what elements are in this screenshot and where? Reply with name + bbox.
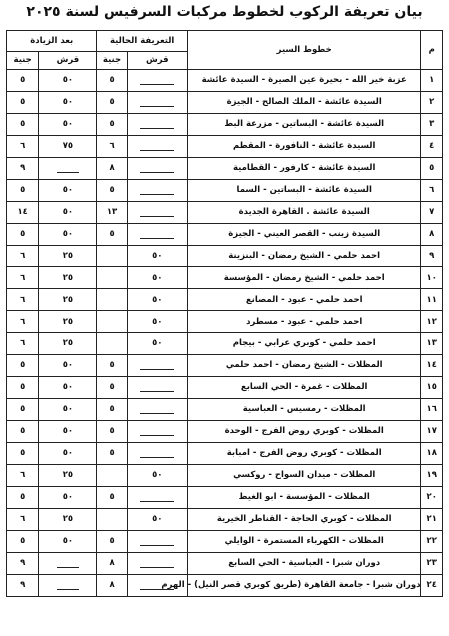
table-row	[7, 574, 443, 596]
row-number: ٦	[421, 179, 443, 201]
current-pound: ٥	[97, 223, 127, 245]
row-number: ١٢	[421, 311, 443, 333]
current-pound	[97, 245, 127, 267]
after-pound: ٦	[7, 311, 39, 333]
empty-dash	[140, 119, 174, 129]
route-name: عزبة خير الله - بحيرة عين الصيرة - السيدة عائشة	[187, 70, 421, 92]
after-piaster: ٥٠	[39, 91, 97, 113]
header-current-pound: جنية	[97, 52, 127, 70]
current-pound	[97, 311, 127, 333]
current-pound: ٦	[97, 135, 127, 157]
fare-table-body	[7, 70, 443, 597]
table-row	[7, 135, 443, 157]
row-number: ٣	[421, 113, 443, 135]
current-piaster	[127, 377, 187, 399]
after-piaster: ٥٠	[39, 113, 97, 135]
route-name: السيدة عائشة . القاهرة الجديدة	[187, 201, 421, 223]
table-row	[7, 377, 443, 399]
row-number: ١٧	[421, 421, 443, 443]
after-pound: ٩	[7, 157, 39, 179]
after-piaster: ٥٠	[39, 201, 97, 223]
after-pound: ٩	[7, 552, 39, 574]
current-pound: ٨	[97, 552, 127, 574]
table-row	[7, 311, 443, 333]
current-piaster	[127, 179, 187, 201]
after-piaster: ٢٥	[39, 464, 97, 486]
row-number: ١٤	[421, 355, 443, 377]
empty-dash	[140, 427, 174, 437]
current-piaster	[127, 135, 187, 157]
empty-dash	[140, 405, 174, 415]
after-pound: ٥	[7, 113, 39, 135]
table-row	[7, 530, 443, 552]
current-pound: ٥	[97, 377, 127, 399]
empty-dash	[140, 207, 174, 217]
empty-dash	[140, 558, 174, 568]
after-pound: ٥	[7, 530, 39, 552]
route-name: احمد حلمي - عبود - المصانع	[187, 289, 421, 311]
after-pound: ٥	[7, 91, 39, 113]
route-name: احمد حلمي - الشيخ رمضان - المؤسسة	[187, 267, 421, 289]
after-piaster: ٥٠	[39, 442, 97, 464]
current-piaster	[127, 399, 187, 421]
row-number: ١	[421, 70, 443, 92]
empty-dash	[140, 580, 174, 590]
empty-dash	[140, 141, 174, 151]
table-row	[7, 91, 443, 113]
current-pound	[97, 333, 127, 355]
empty-dash	[140, 383, 174, 393]
current-pound: ٥	[97, 399, 127, 421]
route-name: السيدة عائشة - كارفور - القطامية	[187, 157, 421, 179]
empty-dash	[140, 361, 174, 371]
table-row	[7, 157, 443, 179]
after-piaster: ٥٠	[39, 421, 97, 443]
table-row	[7, 464, 443, 486]
current-piaster: ٥٠	[127, 289, 187, 311]
route-name: المظلات - كوبري روض الفرج - امبابة	[187, 442, 421, 464]
current-pound: ٥	[97, 486, 127, 508]
table-row	[7, 201, 443, 223]
empty-dash	[57, 558, 79, 568]
row-number: ٤	[421, 135, 443, 157]
current-piaster	[127, 91, 187, 113]
route-name: السيدة زينب - القصر العيني - الجيزة	[187, 223, 421, 245]
route-name: السيدة عائشة - الملك الصالح - الجيزة	[187, 91, 421, 113]
empty-dash	[140, 98, 174, 108]
after-piaster	[39, 157, 97, 179]
route-name: دوران شبرا - جامعة القاهرة (طريق كوبري قصر النيل) - الهرم	[187, 574, 421, 596]
after-piaster: ٥٠	[39, 377, 97, 399]
header-current-piaster: قرش	[127, 52, 187, 70]
after-piaster: ٥٠	[39, 355, 97, 377]
table-row	[7, 552, 443, 574]
current-piaster: ٥٠	[127, 464, 187, 486]
current-pound: ٥	[97, 113, 127, 135]
table-row	[7, 113, 443, 135]
current-piaster	[127, 157, 187, 179]
current-piaster	[127, 113, 187, 135]
after-piaster: ٥٠	[39, 179, 97, 201]
current-pound: ٥	[97, 421, 127, 443]
current-pound	[97, 464, 127, 486]
after-piaster: ٥٠	[39, 223, 97, 245]
table-row	[7, 355, 443, 377]
after-pound: ٥	[7, 442, 39, 464]
after-piaster: ٥٠	[39, 486, 97, 508]
after-pound: ٥	[7, 421, 39, 443]
row-number: ١٣	[421, 333, 443, 355]
current-piaster	[127, 421, 187, 443]
after-pound: ٦	[7, 289, 39, 311]
header-current-fare: التعريفة الحالية	[97, 31, 187, 52]
current-pound: ٥	[97, 91, 127, 113]
empty-dash	[140, 536, 174, 546]
current-piaster	[127, 530, 187, 552]
after-piaster: ٢٥	[39, 267, 97, 289]
current-pound: ٥	[97, 530, 127, 552]
document-title: بيان تعريفة الركوب لخطوط مركبات السرفيس لسنة ٢٠٢٥	[26, 4, 423, 20]
current-pound: ٥	[97, 179, 127, 201]
current-pound	[97, 508, 127, 530]
after-pound: ٩	[7, 574, 39, 596]
table-row	[7, 179, 443, 201]
row-number: ٥	[421, 157, 443, 179]
current-piaster: ٥٠	[127, 311, 187, 333]
after-piaster: ٢٥	[39, 289, 97, 311]
row-number: ٢٣	[421, 552, 443, 574]
empty-dash	[57, 580, 79, 590]
header-after-increase: بعد الزيادة	[7, 31, 97, 52]
after-piaster: ٢٥	[39, 245, 97, 267]
row-number: ٢٤	[421, 574, 443, 596]
header-route: خطوط السير	[187, 31, 421, 70]
after-piaster	[39, 552, 97, 574]
empty-dash	[57, 163, 79, 173]
row-number: ٢١	[421, 508, 443, 530]
row-number: ٢	[421, 91, 443, 113]
after-pound: ٥	[7, 355, 39, 377]
current-pound	[97, 267, 127, 289]
route-name: المظلات - كوبري الحاجة - القناطر الخيرية	[187, 508, 421, 530]
route-name: دوران شبرا - العباسية - الحي السابع	[187, 552, 421, 574]
current-pound: ٥	[97, 355, 127, 377]
table-row	[7, 399, 443, 421]
after-pound: ٦	[7, 333, 39, 355]
current-pound: ١٣	[97, 201, 127, 223]
table-row	[7, 267, 443, 289]
after-piaster: ٢٥	[39, 311, 97, 333]
empty-dash	[140, 185, 174, 195]
current-piaster	[127, 355, 187, 377]
table-row	[7, 421, 443, 443]
current-pound: ٨	[97, 574, 127, 596]
row-number: ٩	[421, 245, 443, 267]
row-number: ٢٠	[421, 486, 443, 508]
current-piaster	[127, 486, 187, 508]
row-number: ١١	[421, 289, 443, 311]
empty-dash	[140, 163, 174, 173]
fare-table	[6, 30, 443, 597]
route-name: احمد حلمي - عبود - مسطرد	[187, 311, 421, 333]
header-number: م	[421, 31, 443, 70]
header-after-piaster: قرش	[39, 52, 97, 70]
current-piaster	[127, 552, 187, 574]
current-piaster	[127, 201, 187, 223]
current-pound: ٨	[97, 157, 127, 179]
table-row	[7, 442, 443, 464]
current-piaster: ٥٠	[127, 508, 187, 530]
header-after-pound: جنية	[7, 52, 39, 70]
row-number: ١٨	[421, 442, 443, 464]
current-piaster	[127, 223, 187, 245]
row-number: ١٩	[421, 464, 443, 486]
empty-dash	[140, 449, 174, 459]
route-name: السيدة عائشة - البساتين - مزرعة البط	[187, 113, 421, 135]
current-piaster	[127, 70, 187, 92]
table-row	[7, 70, 443, 92]
current-pound	[97, 289, 127, 311]
route-name: المظلات - رمسيس - العباسية	[187, 399, 421, 421]
after-pound: ٥	[7, 179, 39, 201]
after-pound: ٥	[7, 223, 39, 245]
table-row	[7, 289, 443, 311]
after-piaster: ٥٠	[39, 399, 97, 421]
after-pound: ٦	[7, 135, 39, 157]
route-name: المظلات - المؤسسة - ابو الغيط	[187, 486, 421, 508]
current-piaster: ٥٠	[127, 267, 187, 289]
after-piaster: ٢٥	[39, 333, 97, 355]
row-number: ١٥	[421, 377, 443, 399]
table-row	[7, 486, 443, 508]
row-number: ٢٢	[421, 530, 443, 552]
after-pound: ٦	[7, 245, 39, 267]
route-name: المظلات - الشيخ رمضان - احمد حلمي	[187, 355, 421, 377]
after-piaster: ٧٥	[39, 135, 97, 157]
table-row	[7, 333, 443, 355]
after-pound: ٥	[7, 377, 39, 399]
current-piaster	[127, 442, 187, 464]
route-name: المظلات - الكهرباء المستمرة - الوايلي	[187, 530, 421, 552]
route-name: السيدة عائشة - البساتين - السما	[187, 179, 421, 201]
after-pound: ٥	[7, 399, 39, 421]
current-pound: ٥	[97, 442, 127, 464]
current-piaster: ٥٠	[127, 245, 187, 267]
after-pound: ٥	[7, 70, 39, 92]
route-name: المظلات - غمرة - الحي السابع	[187, 377, 421, 399]
route-name: السيدة عائشة - النافورة - المقطم	[187, 135, 421, 157]
current-pound: ٥	[97, 70, 127, 92]
after-pound: ٥	[7, 486, 39, 508]
empty-dash	[140, 76, 174, 86]
after-piaster	[39, 574, 97, 596]
route-name: المظلات - كوبري روض الفرج - الوحدة	[187, 421, 421, 443]
row-number: ١٦	[421, 399, 443, 421]
after-piaster: ٥٠	[39, 530, 97, 552]
after-pound: ٦	[7, 267, 39, 289]
after-piaster: ٢٥	[39, 508, 97, 530]
route-name: احمد حلمي - الشيخ رمضان - البنزينة	[187, 245, 421, 267]
table-row	[7, 245, 443, 267]
after-piaster: ٥٠	[39, 70, 97, 92]
current-piaster: ٥٠	[127, 333, 187, 355]
route-name: المظلات - ميدان السواح - روكسي	[187, 464, 421, 486]
after-pound: ٦	[7, 508, 39, 530]
row-number: ٨	[421, 223, 443, 245]
row-number: ١٠	[421, 267, 443, 289]
table-row	[7, 223, 443, 245]
table-row	[7, 508, 443, 530]
after-pound: ١٤	[7, 201, 39, 223]
row-number: ٧	[421, 201, 443, 223]
empty-dash	[140, 229, 174, 239]
route-name: احمد حلمي - كوبري عرابي - بيجام	[187, 333, 421, 355]
after-pound: ٦	[7, 464, 39, 486]
empty-dash	[140, 492, 174, 502]
